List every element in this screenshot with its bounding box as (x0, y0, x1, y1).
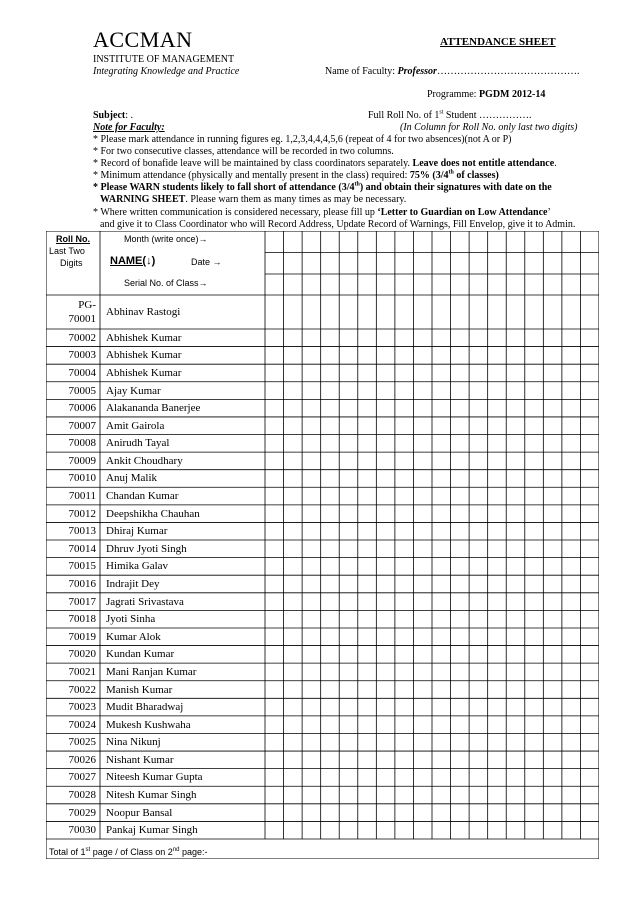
student-name: Mudit Bharadwaj (106, 701, 184, 714)
header-serial (124, 278, 208, 288)
total-mid: page / of Class on 2 (90, 847, 173, 857)
note-5-b: ) and obtain their signatures with date on the (359, 182, 552, 193)
student-name: Dhruv Jyoti Singh (106, 542, 187, 555)
total-post: page:- (179, 847, 208, 857)
note-1: * Please mark attendance in running figures eg. 1,2,3,4,4,4,5,6 (repeat of 4 for two absences)(not A or P) (93, 134, 512, 145)
student-name: Abhishek Kumar (106, 366, 182, 379)
note-5-bold (93, 182, 552, 193)
roll-number: 70015 (68, 560, 96, 573)
full-roll-dots: Student ……………. (443, 110, 532, 121)
institute-name: INSTITUTE OF MANAGEMENT (93, 54, 235, 65)
roll-number: 70009 (68, 454, 96, 467)
student-name: Anuj Malik (106, 472, 158, 485)
student-name: Anirudh Tayal (106, 437, 170, 450)
header-month-label: Month (write once) (124, 234, 199, 244)
student-name: Jyoti Sinha (106, 613, 156, 626)
student-name: Noopur Bansal (106, 806, 173, 819)
note-title: Note for Faculty: (93, 122, 165, 133)
note-4-bold-c: of classes) (453, 170, 499, 181)
note-6-a: * Where written communication is considered necessary, please fill up (93, 207, 378, 218)
student-name: Niteesh Kumar Gupta (106, 771, 203, 784)
roll-number: 70018 (68, 613, 96, 626)
programme-label: Programme: (427, 89, 479, 100)
note-4-sup: th (448, 169, 454, 176)
roll-number: 70013 (68, 525, 96, 538)
note-6 (93, 207, 603, 230)
note-4-bold (410, 170, 499, 181)
note-paren: (In Column for Roll No. only last two digits) (400, 122, 578, 133)
programme-line (427, 89, 545, 100)
total-sup-2: nd (172, 847, 180, 853)
faculty-label: Name of Faculty: (325, 66, 398, 77)
roll-number: 70024 (68, 718, 96, 731)
roll-number: 70017 (68, 595, 96, 608)
roll-number: 70005 (68, 384, 96, 397)
institute-tagline: Integrating Knowledge and Practice (93, 66, 240, 77)
note-6-d: and give it to Class Coordinator who will Record Address, Update Record of Warnings, Fill Envelop, give it to Admin. (100, 218, 576, 230)
student-name: Nishant Kumar (106, 753, 174, 766)
roll-number: 70021 (68, 665, 96, 678)
roll-number: 70010 (68, 472, 96, 485)
roll-number: 70011 (68, 490, 96, 503)
roll-number: 70022 (68, 683, 96, 696)
org-logo-text: ACCMAN (93, 27, 193, 52)
student-name: Chandan Kumar (106, 490, 179, 503)
student-name: Kumar Alok (106, 630, 161, 643)
student-name: Kundan Kumar (106, 648, 175, 661)
roll-number: 70007 (68, 419, 96, 432)
note-6-bold: ‘Letter to Guardian on Low Attendance (377, 207, 548, 218)
subject-label: Subject (93, 110, 126, 121)
faculty-line (325, 66, 579, 77)
sheet-title: ATTENDANCE SHEET (440, 36, 556, 48)
student-name: Dhiraj Kumar (106, 525, 168, 538)
header-name (110, 255, 155, 267)
roll-number: 70004 (68, 366, 96, 379)
total-line (49, 847, 207, 857)
student-name: Alakananda Banerjee (106, 402, 201, 415)
roll-number: 70027 (68, 771, 96, 784)
student-name: Abhinav Rastogi (106, 306, 181, 318)
full-roll-sup: st (439, 109, 444, 116)
student-name: Amit Gairola (106, 419, 165, 432)
student-name: Jagrati Srivastava (106, 595, 184, 608)
header-name-close: ) (151, 255, 156, 267)
full-roll-text: Full Roll No. of 1 (368, 110, 440, 121)
roll-number: 70008 (68, 437, 96, 450)
arrow-right-icon: → (198, 278, 208, 288)
roll-number: 70003 (68, 349, 96, 362)
note-5-a: * Please WARN students likely to fall short of attendance (3/4 (93, 182, 355, 193)
note-3-bold: Leave does not entitle attendance (412, 158, 555, 169)
roll-number: 70019 (68, 630, 96, 643)
roll-number: 70016 (68, 578, 96, 590)
total-sup-1: st (85, 847, 91, 853)
student-name: Nina Nikunj (106, 736, 161, 749)
student-name: Nitesh Kumar Singh (106, 789, 197, 802)
header-digits: Digits (60, 258, 83, 268)
roll-number: PG- 70001 (68, 299, 96, 325)
note-3 (93, 158, 603, 170)
student-name: Ajay Kumar (106, 384, 161, 397)
note-5-warning: WARNING SHEET (100, 193, 186, 205)
student-name: Abhishek Kumar (106, 331, 182, 344)
programme-value: PGDM 2012-14 (478, 89, 546, 100)
note-3-end: . (554, 158, 557, 169)
note-3-text: * Record of bonafide leave will be maintained by class coordinators separately. (93, 158, 413, 169)
subject-value: : . (125, 110, 134, 121)
note-4-text: * Minimum attendance (physically and mentally present in the class) required: (93, 170, 410, 181)
header-date-label: Date (191, 257, 211, 267)
roll-number: 70002 (68, 331, 96, 344)
roll-number: 70023 (68, 701, 96, 714)
roll-number: 70026 (68, 753, 96, 766)
arrow-right-icon: → (212, 257, 222, 267)
header-last-two: Last Two (49, 246, 85, 256)
faculty-dots: ……………………………………. (436, 66, 580, 77)
roll-number: 70006 (68, 402, 96, 415)
note-5 (93, 182, 603, 205)
student-name: Abhishek Kumar (106, 349, 182, 362)
note-4 (93, 170, 603, 182)
student-name: Mani Ranjan Kumar (106, 665, 197, 678)
note-6-c: ’ (547, 207, 551, 218)
student-name: Himika Galav (106, 560, 169, 573)
note-4-bold-a: 75% (3/4 (409, 170, 449, 181)
student-name: Indrajit Dey (106, 578, 160, 590)
header-roll-no: Roll No. (56, 234, 90, 244)
roll-number: 70014 (68, 542, 96, 555)
full-roll-line (368, 110, 531, 121)
note-5-d: . Please warn them as many times as may be necessary. (185, 193, 407, 205)
header-serial-label: Serial No. of Class (124, 278, 199, 288)
note-2: * For two consecutive classes, attendance will be recorded in two columns. (93, 146, 394, 157)
header-name-label: NAME( (110, 255, 147, 267)
roll-number: 70025 (68, 736, 96, 749)
student-name: Deepshikha Chauhan (106, 507, 200, 520)
student-name: Ankit Choudhary (106, 454, 183, 467)
arrow-down-icon: ↓ (146, 255, 152, 267)
roll-number: 70020 (68, 648, 96, 661)
arrow-right-icon: → (198, 234, 208, 244)
header-month (124, 234, 208, 244)
subject-line (93, 110, 133, 121)
roll-number: 70012 (68, 507, 96, 520)
header-date (191, 257, 222, 267)
total-pre: Total of 1 (49, 847, 86, 857)
roll-number: 70028 (68, 789, 96, 802)
note-5-sup: th (354, 181, 360, 188)
student-name: Manish Kumar (106, 683, 173, 696)
faculty-value: Professor (397, 66, 437, 77)
roll-number: 70029 (68, 806, 96, 819)
roll-number: 70030 (68, 824, 96, 837)
student-name: Pankaj Kumar Singh (106, 824, 198, 837)
student-name: Mukesh Kushwaha (106, 718, 191, 731)
